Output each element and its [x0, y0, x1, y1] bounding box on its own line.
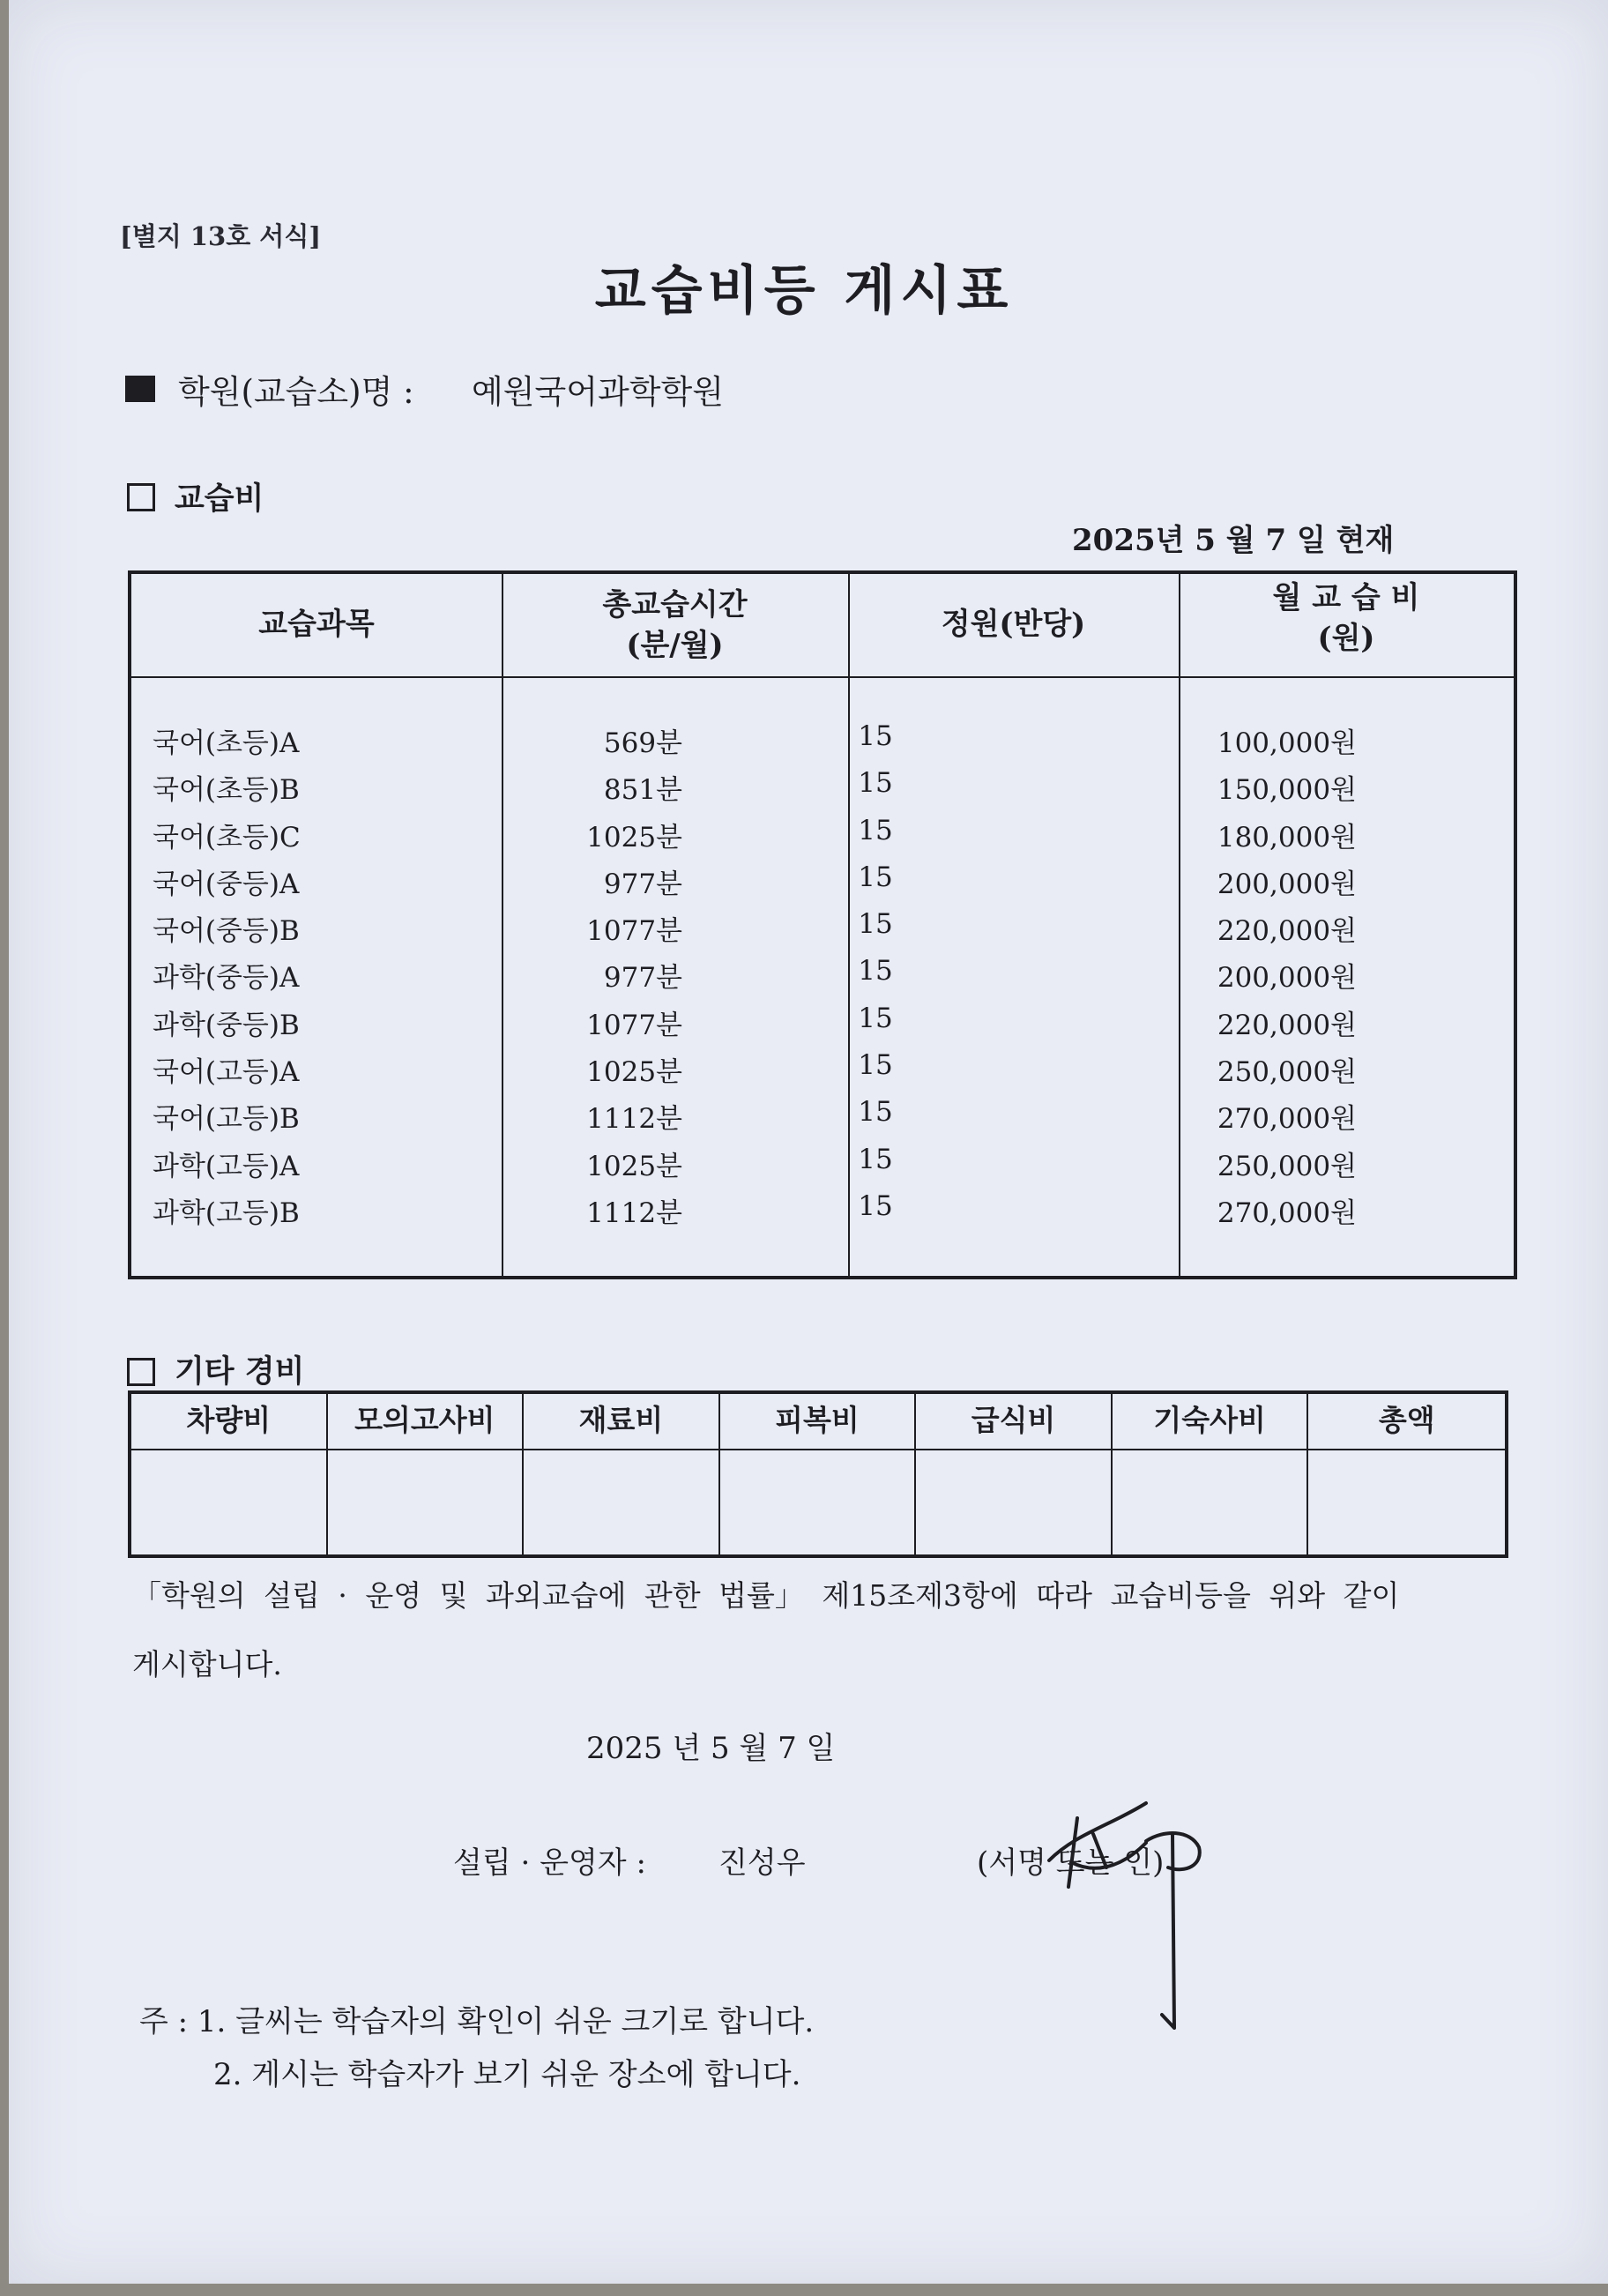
cell-subject: 국어(고등)A	[153, 1056, 300, 1089]
signer-label: 설립 · 운영자 :	[453, 1845, 646, 1881]
other-expenses-title: 기타 경비	[175, 1353, 305, 1390]
statement-line-2: 게시합니다.	[132, 1647, 282, 1681]
cell-total-time: 1025분	[586, 1150, 682, 1182]
as-of-date: 2025년 5 월 7 일 현재	[1072, 523, 1395, 558]
header-subject: 교습과목	[258, 607, 375, 642]
academy-name: 예원국어과학학원	[472, 373, 724, 411]
cell-monthly-fee: 220,000원	[1217, 1009, 1357, 1041]
cell-total-time: 977분	[603, 868, 682, 900]
header-material-fee: 재료비	[524, 1394, 720, 1450]
cell-capacity: 15	[858, 1049, 893, 1082]
cell-total-time: 1077분	[586, 915, 682, 948]
signer-name: 진성우	[718, 1845, 806, 1881]
cell-total-time: 569분	[603, 727, 682, 759]
cell-monthly-fee: 250,000원	[1217, 1056, 1357, 1089]
cell-subject: 과학(중등)A	[153, 962, 300, 995]
cell-total-time: 1112분	[586, 1103, 682, 1136]
statement-line-1: 「학원의 설립 · 운영 및 과외교습에 관한 법률」 제15조제3항에 따라 교습비등을 위와 같이	[132, 1578, 1400, 1613]
header-total: 총액	[1308, 1394, 1505, 1450]
cell-subject: 국어(고등)B	[153, 1103, 300, 1136]
cell-monthly-fee: 270,000원	[1217, 1103, 1357, 1136]
academy-label: 학원(교습소)명 :	[178, 373, 414, 411]
signing-date: 2025 년 5 월 7 일	[586, 1731, 836, 1766]
cell-capacity: 15	[858, 908, 893, 941]
header-meal-fee: 급식비	[916, 1394, 1113, 1450]
cell-subject: 과학(고등)A	[153, 1150, 300, 1182]
header-dormitory-fee: 기숙사비	[1113, 1394, 1309, 1450]
cell-monthly-fee: 200,000원	[1217, 868, 1357, 900]
cell-monthly-fee: 150,000원	[1217, 774, 1357, 807]
header-mock-exam-fee: 모의고사비	[328, 1394, 525, 1450]
tuition-section-title: 교습비	[175, 481, 264, 517]
header-total-time-line2: (분/월)	[626, 628, 724, 663]
cell-monthly-fee: 180,000원	[1217, 821, 1357, 854]
cell-capacity: 15	[858, 1189, 893, 1222]
cell-capacity: 15	[858, 1096, 893, 1129]
header-monthly-fee-line2: (원)	[1317, 621, 1375, 656]
cell-capacity: 15	[858, 955, 893, 988]
header-total-time-line1: 총교습시간	[602, 587, 748, 622]
cell-subject: 과학(고등)B	[153, 1196, 300, 1229]
cell-subject: 과학(중등)B	[153, 1009, 300, 1041]
note-1: 주 : 1. 글씨는 학습자의 확인이 쉬운 크기로 합니다.	[139, 2004, 815, 2039]
cell-total-time: 1025분	[586, 821, 682, 854]
cell-total-time: 1077분	[586, 1009, 682, 1041]
cell-monthly-fee: 250,000원	[1217, 1150, 1357, 1182]
cell-capacity: 15	[858, 1002, 893, 1034]
cell-monthly-fee: 270,000원	[1217, 1196, 1357, 1229]
form-number: [별지 13호 서식]	[120, 221, 322, 251]
cell-capacity: 15	[858, 720, 893, 752]
cell-monthly-fee: 220,000원	[1217, 915, 1357, 948]
signature-or-seal-label: (서명 또는 인)	[977, 1845, 1165, 1881]
cell-total-time: 977분	[603, 962, 682, 995]
cell-subject: 국어(초등)A	[153, 727, 300, 759]
note-2: 2. 게시는 학습자가 보기 쉬운 장소에 합니다.	[213, 2057, 801, 2092]
cell-capacity: 15	[858, 767, 893, 800]
header-vehicle-fee: 차량비	[131, 1394, 328, 1450]
cell-subject: 국어(중등)A	[153, 868, 300, 900]
cell-subject: 국어(초등)C	[153, 821, 301, 854]
header-uniform-fee: 피복비	[720, 1394, 917, 1450]
cell-capacity: 15	[858, 814, 893, 846]
header-capacity: 정원(반당)	[941, 607, 1086, 642]
cell-monthly-fee: 100,000원	[1217, 727, 1357, 759]
cell-subject: 국어(초등)B	[153, 774, 300, 807]
cell-total-time: 1025분	[586, 1056, 682, 1089]
cell-total-time: 851분	[603, 774, 682, 807]
cell-capacity: 15	[858, 861, 893, 893]
header-monthly-fee-line1: 월 교 습 비	[1272, 580, 1420, 615]
cell-capacity: 15	[858, 1143, 893, 1175]
cell-subject: 국어(중등)B	[153, 915, 300, 948]
cell-monthly-fee: 200,000원	[1217, 962, 1357, 995]
document-title: 교습비등 게시표	[594, 260, 1014, 322]
cell-total-time: 1112분	[586, 1196, 682, 1229]
